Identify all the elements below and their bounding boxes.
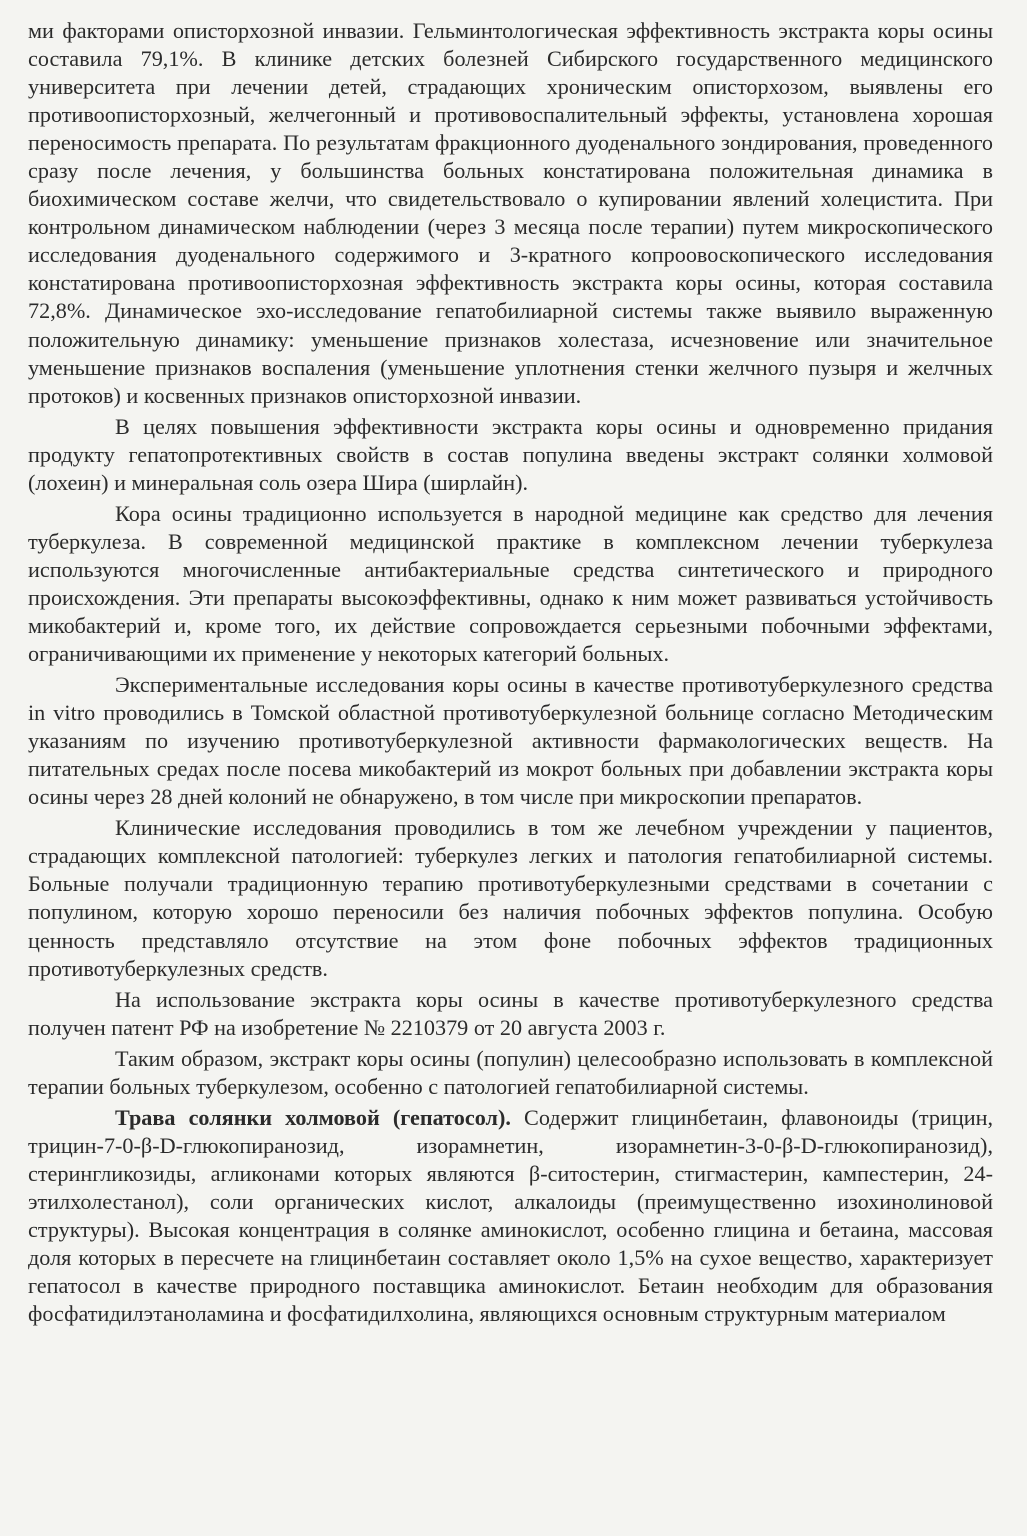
paragraph-8 bbox=[28, 1104, 993, 1328]
paragraph-6: На использование экстракта коры осины в качестве противотуберкулезного средства получен патент РФ на изобретение № 2210379 от 20 августа 2003 г. bbox=[28, 986, 993, 1040]
paragraph-2: В целях повышения эффективности экстракта коры осины и одновременно придания продукту гепатопротективных свойств в состав популина введены экстракт солянки холмовой (лохеин) и минеральная соль озера Шира (ширлайн). bbox=[28, 413, 993, 495]
paragraph-5: Клинические исследования проводились в том же лечебном учреждении у пациентов, страдающих комплексной патологией: туберкулез легких и патология гепатобилиарной системы. Больные получали традиционную терапию противотуберкулезными средствами в сочетании с популином, которую хорошо переносили без наличия побочных эффектов популина. Особую ценность представляло отсутствие на этом фоне побочных эффектов традиционных противотуберкулезных средств. bbox=[28, 815, 993, 981]
paragraph-7: Таким образом, экстракт коры осины (популин) целесообразно использовать в комплексной терапии больных туберкулезом, особенно с патологией гепатобилиарной системы. bbox=[28, 1045, 993, 1099]
section-heading: Трава солянки холмовой (гепатосол). bbox=[115, 1104, 511, 1130]
paragraph-4: Экспериментальные исследования коры осины в качестве противотуберкулезного средства in vitro проводились в Томской областной противотуберкулезной больнице согласно Методическим указаниям по изучению противотуберкулезной активности фармакологических веществ. На питательных средах после посева микобактерий из мокрот больных при добавлении экстракта коры осины через 28 дней колоний не обнаружено, в том числе при микроскопии препаратов. bbox=[28, 672, 993, 810]
paragraph-1: ми факторами описторхозной инвазии. Гельминтологическая эффективность экстракта коры осины составила 79,1%. В клинике детских болезней Сибирского государственного медицинского университета при лечении детей, страдающих хроническим описторхозом, выявлены его противоописторхозный, желчегонный и противовоспалительный эффекты, установлена хорошая переносимость препарата. По результатам фракционного дуоденального зондирования, проведенного сразу после лечения, у большинства больных констатирована положительная динамика в биохимическом составе желчи, что свидетельствовало о купировании явлений холецистита. При контрольном динамическом наблюдении (через 3 месяца после терапии) путем микроскопического исследования дуоденального содержимого и 3-кратного копроовоскопического исследования констатирована противоописторхозная эффективность экстракта коры осины, которая составила 72,8%. Динамическое эхо-исследование гепатобилиарной системы также выявило выраженную положительную динамику: уменьшение признаков холестаза, исчезновение или значительное уменьшение признаков воспаления (уменьшение уплотнения стенки желчного пузыря и желчных протоков) и косвенных признаков описторхозной инвазии. bbox=[28, 18, 993, 408]
paragraph-8-text: Содержит глицинбетаин, флавоноиды (трицин, трицин-7-0-β-D-глюкопиранозид, изорамнетин, изорамнетин-3-0-β-D-глюкопиранозид), стерингликозиды, агликонами которых являются β-ситостерин, стигмастерин, кампестерин, 24-этилхолестанол), соли органических кислот, алкалоиды (преимущественно изохинолиновой структуры). Высокая концентрация в солянке аминокислот, особенно глицина и бетаина, массовая доля которых в пересчете на глицинбетаин составляет около 1,5% на сухое вещество, характеризует гепатосол в качестве природного поставщика аминокислот. Бетаин необходим для образования фосфатидилэтаноламина и фосфатидилхолина, являющихся основным структурным материалом bbox=[28, 1104, 993, 1327]
paragraph-3: Кора осины традиционно используется в народной медицине как средство для лечения туберкулеза. В современной медицинской практике в комплексном лечении туберкулеза используются многочисленные антибактериальные средства синтетического и природного происхождения. Эти препараты высокоэффективны, однако к ним может развиваться устойчивость микобактерий и, кроме того, их действие сопровождается серьезными побочными эффектами, ограничивающими их применение у некоторых категорий больных. bbox=[28, 500, 993, 667]
